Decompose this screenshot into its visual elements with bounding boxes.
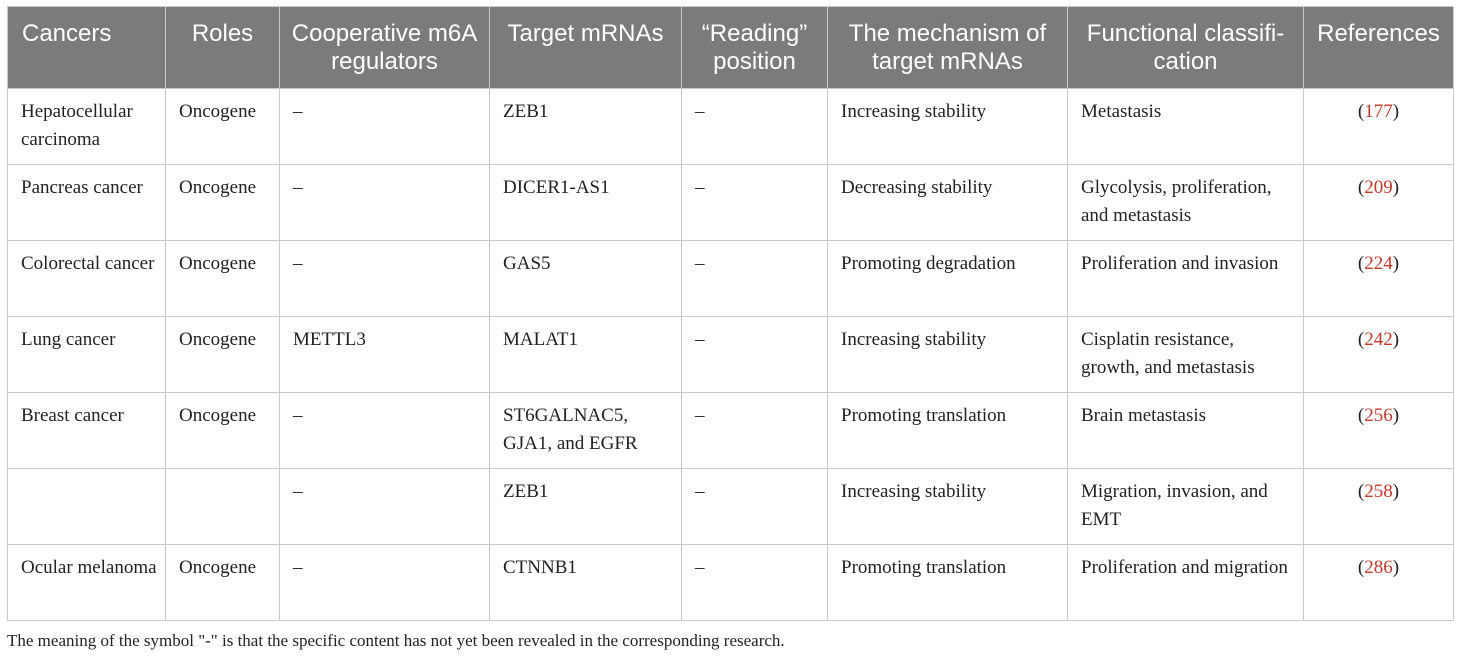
table-row [8, 241, 1454, 317]
cell-function: Migration, invasion, and EMT [1068, 469, 1304, 545]
cell-regulators: – [280, 89, 490, 165]
table-row [8, 469, 1454, 545]
cell-mechanism: Increasing stability [828, 469, 1068, 545]
cell-position: – [682, 165, 828, 241]
reference-link[interactable]: 256 [1364, 405, 1393, 426]
cell-targets: DICER1-AS1 [490, 165, 682, 241]
table-header [8, 7, 1454, 89]
cell-reference: (177) [1304, 89, 1454, 165]
cell-role: Oncogene [166, 89, 280, 165]
cell-reference: (224) [1304, 241, 1454, 317]
cell-position: – [682, 393, 828, 469]
header-cancers: Cancers [8, 7, 166, 89]
cell-targets: MALAT1 [490, 317, 682, 393]
cell-role: Oncogene [166, 241, 280, 317]
header-row [8, 7, 1454, 89]
cell-cancer: Lung cancer [8, 317, 166, 393]
cell-function: Brain metastasis [1068, 393, 1304, 469]
reference-link[interactable]: 177 [1364, 101, 1393, 122]
header-targets: Target mRNAs [490, 7, 682, 89]
cell-regulators: – [280, 545, 490, 621]
table-footnote: The meaning of the symbol "-" is that the specific content has not yet been revealed in the corresponding research. [7, 631, 785, 650]
cell-role [166, 469, 280, 545]
cell-regulators: – [280, 393, 490, 469]
cell-reference: (258) [1304, 469, 1454, 545]
cell-mechanism: Increasing stability [828, 89, 1068, 165]
cell-targets: CTNNB1 [490, 545, 682, 621]
cell-function: Cisplatin resistance, growth, and metastasis [1068, 317, 1304, 393]
header-references: References [1304, 7, 1454, 89]
cell-mechanism: Promoting translation [828, 545, 1068, 621]
cell-function: Proliferation and invasion [1068, 241, 1304, 317]
cell-reference: (242) [1304, 317, 1454, 393]
cell-position: – [682, 317, 828, 393]
cell-reference: (286) [1304, 545, 1454, 621]
cell-role: Oncogene [166, 317, 280, 393]
cell-position: – [682, 545, 828, 621]
cell-regulators: – [280, 469, 490, 545]
table-row [8, 393, 1454, 469]
cell-targets: ZEB1 [490, 89, 682, 165]
cell-cancer [8, 469, 166, 545]
cell-function: Glycolysis, proliferation, and metastasis [1068, 165, 1304, 241]
header-position: “Reading” position [682, 7, 828, 89]
cell-reference: (209) [1304, 165, 1454, 241]
cell-regulators: – [280, 165, 490, 241]
header-mechanism: The mechanism of target mRNAs [828, 7, 1068, 89]
cell-regulators: – [280, 241, 490, 317]
cell-targets: GAS5 [490, 241, 682, 317]
table-container [7, 6, 1453, 621]
header-roles: Roles [166, 7, 280, 89]
cell-position: – [682, 89, 828, 165]
cell-mechanism: Increasing stability [828, 317, 1068, 393]
table-row [8, 545, 1454, 621]
cell-mechanism: Promoting translation [828, 393, 1068, 469]
table-row [8, 89, 1454, 165]
header-regulators: Cooperative m6A regulators [280, 7, 490, 89]
cell-role: Oncogene [166, 393, 280, 469]
table-row [8, 317, 1454, 393]
reference-link[interactable]: 242 [1364, 329, 1393, 350]
cell-mechanism: Decreasing stability [828, 165, 1068, 241]
reference-link[interactable]: 224 [1364, 253, 1393, 274]
cell-cancer: Colorectal cancer [8, 241, 166, 317]
table-row [8, 165, 1454, 241]
header-function: Functional classifi-cation [1068, 7, 1304, 89]
cell-cancer: Pancreas cancer [8, 165, 166, 241]
cell-cancer: Hepatocellular carcinoma [8, 89, 166, 165]
cell-reference: (256) [1304, 393, 1454, 469]
cell-mechanism: Promoting degradation [828, 241, 1068, 317]
cell-role: Oncogene [166, 545, 280, 621]
cell-cancer: Breast cancer [8, 393, 166, 469]
cell-function: Metastasis [1068, 89, 1304, 165]
table-body [8, 89, 1454, 621]
cell-function: Proliferation and migration [1068, 545, 1304, 621]
cell-position: – [682, 241, 828, 317]
cell-cancer: Ocular melanoma [8, 545, 166, 621]
data-table [7, 6, 1454, 621]
reference-link[interactable]: 258 [1364, 481, 1393, 502]
reference-link[interactable]: 209 [1364, 177, 1393, 198]
cell-targets: ST6GALNAC5, GJA1, and EGFR [490, 393, 682, 469]
cell-role: Oncogene [166, 165, 280, 241]
cell-position: – [682, 469, 828, 545]
cell-regulators: METTL3 [280, 317, 490, 393]
reference-link[interactable]: 286 [1364, 557, 1393, 578]
cell-targets: ZEB1 [490, 469, 682, 545]
